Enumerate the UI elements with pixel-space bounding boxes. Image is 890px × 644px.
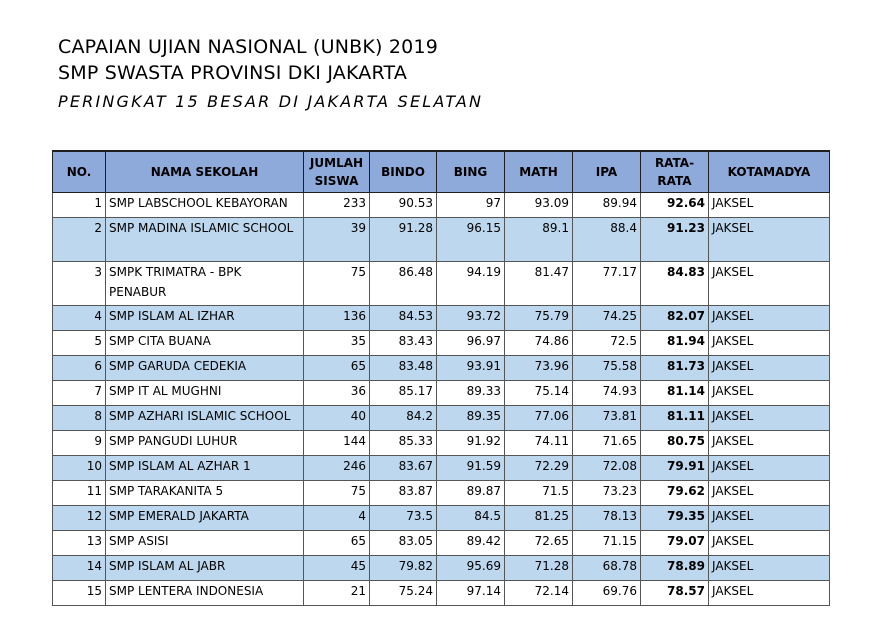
- cell-rata-rata: 84.83: [641, 262, 709, 306]
- cell-bindo: 83.05: [370, 531, 437, 556]
- table-header-row: [53, 151, 830, 193]
- cell-math: 81.47: [505, 262, 573, 306]
- cell-bindo: 84.53: [370, 306, 437, 331]
- header-jumlah-siswa: [304, 151, 370, 193]
- cell-no: 15: [53, 581, 106, 606]
- cell-no: 11: [53, 481, 106, 506]
- cell-math: 75.14: [505, 381, 573, 406]
- cell-rata-rata: 79.07: [641, 531, 709, 556]
- table-row: [53, 331, 830, 356]
- cell-no: 12: [53, 506, 106, 531]
- header-nama-sekolah: NAMA SEKOLAH: [106, 151, 304, 193]
- cell-rata-rata: 91.23: [641, 218, 709, 262]
- cell-ipa: 77.17: [573, 262, 641, 306]
- cell-math: 74.11: [505, 431, 573, 456]
- cell-rata-rata: 81.14: [641, 381, 709, 406]
- cell-jumlah-siswa: 136: [304, 306, 370, 331]
- cell-no: 1: [53, 193, 106, 218]
- cell-rata-rata: 81.11: [641, 406, 709, 431]
- cell-bindo: 84.2: [370, 406, 437, 431]
- cell-bing: 91.59: [437, 456, 505, 481]
- cell-nama-sekolah: SMP EMERALD JAKARTA: [106, 506, 304, 531]
- cell-no: 9: [53, 431, 106, 456]
- cell-rata-rata: 79.35: [641, 506, 709, 531]
- cell-nama-sekolah: SMP ISLAM AL JABR: [106, 556, 304, 581]
- cell-math: 75.79: [505, 306, 573, 331]
- cell-bing: 89.33: [437, 381, 505, 406]
- cell-nama-sekolah: SMP AZHARI ISLAMIC SCHOOL: [106, 406, 304, 431]
- cell-nama-sekolah: SMP TARAKANITA 5: [106, 481, 304, 506]
- cell-jumlah-siswa: 65: [304, 356, 370, 381]
- cell-ipa: 68.78: [573, 556, 641, 581]
- cell-bing: 95.69: [437, 556, 505, 581]
- cell-jumlah-siswa: 75: [304, 481, 370, 506]
- header-math: MATH: [505, 151, 573, 193]
- cell-rata-rata: 78.89: [641, 556, 709, 581]
- cell-kotamadya: JAKSEL: [709, 406, 830, 431]
- cell-kotamadya: JAKSEL: [709, 531, 830, 556]
- cell-kotamadya: JAKSEL: [709, 381, 830, 406]
- cell-no: 8: [53, 406, 106, 431]
- cell-nama-sekolah: SMP LABSCHOOL KEBAYORAN: [106, 193, 304, 218]
- cell-no: 10: [53, 456, 106, 481]
- cell-nama-sekolah: SMP ISLAM AL IZHAR: [106, 306, 304, 331]
- cell-bindo: 83.43: [370, 331, 437, 356]
- cell-no: 6: [53, 356, 106, 381]
- table-row: [53, 531, 830, 556]
- cell-no: 13: [53, 531, 106, 556]
- cell-bing: 91.92: [437, 431, 505, 456]
- table-row: [53, 431, 830, 456]
- cell-bing: 89.42: [437, 531, 505, 556]
- cell-no: 3: [53, 262, 106, 306]
- cell-nama-sekolah: SMP ISLAM AL AZHAR 1: [106, 456, 304, 481]
- cell-kotamadya: JAKSEL: [709, 581, 830, 606]
- title-line-1: CAPAIAN UJIAN NASIONAL (UNBK) 2019: [58, 36, 439, 58]
- cell-jumlah-siswa: 246: [304, 456, 370, 481]
- table-row: [53, 381, 830, 406]
- cell-rata-rata: 81.73: [641, 356, 709, 381]
- cell-jumlah-siswa: 45: [304, 556, 370, 581]
- cell-ipa: 72.5: [573, 331, 641, 356]
- cell-bindo: 83.87: [370, 481, 437, 506]
- cell-jumlah-siswa: 144: [304, 431, 370, 456]
- cell-jumlah-siswa: 39: [304, 218, 370, 262]
- cell-math: 81.25: [505, 506, 573, 531]
- cell-nama-sekolah: SMP LENTERA INDONESIA: [106, 581, 304, 606]
- cell-math: 72.65: [505, 531, 573, 556]
- cell-jumlah-siswa: 75: [304, 262, 370, 306]
- cell-bindo: 90.53: [370, 193, 437, 218]
- cell-no: 4: [53, 306, 106, 331]
- cell-jumlah-siswa: 36: [304, 381, 370, 406]
- header-no: NO.: [53, 151, 106, 193]
- cell-bing: 89.35: [437, 406, 505, 431]
- cell-jumlah-siswa: 4: [304, 506, 370, 531]
- cell-rata-rata: 81.94: [641, 331, 709, 356]
- header-jumlah-line2: SISWA: [314, 174, 359, 188]
- cell-bing: 84.5: [437, 506, 505, 531]
- title-block: [58, 34, 483, 114]
- cell-kotamadya: JAKSEL: [709, 456, 830, 481]
- cell-math: 71.5: [505, 481, 573, 506]
- header-bing: BING: [437, 151, 505, 193]
- cell-bing: 89.87: [437, 481, 505, 506]
- cell-bing: 97.14: [437, 581, 505, 606]
- cell-bindo: 79.82: [370, 556, 437, 581]
- table-row: [53, 218, 830, 262]
- cell-ipa: 71.65: [573, 431, 641, 456]
- cell-bing: 97: [437, 193, 505, 218]
- title-line-2: SMP SWASTA PROVINSI DKI JAKARTA: [58, 62, 408, 84]
- cell-kotamadya: JAKSEL: [709, 306, 830, 331]
- cell-ipa: 69.76: [573, 581, 641, 606]
- header-jumlah-line1: JUMLAH: [309, 156, 364, 170]
- cell-bindo: 73.5: [370, 506, 437, 531]
- cell-ipa: 72.08: [573, 456, 641, 481]
- table-row: [53, 506, 830, 531]
- cell-kotamadya: JAKSEL: [709, 331, 830, 356]
- subtitle: PERINGKAT 15 BESAR DI JAKARTA SELATAN: [58, 92, 484, 111]
- cell-ipa: 71.15: [573, 531, 641, 556]
- cell-ipa: 78.13: [573, 506, 641, 531]
- header-bindo: BINDO: [370, 151, 437, 193]
- cell-bing: 96.97: [437, 331, 505, 356]
- cell-bindo: 86.48: [370, 262, 437, 306]
- table-row: [53, 306, 830, 331]
- cell-bindo: 83.48: [370, 356, 437, 381]
- header-ipa: IPA: [573, 151, 641, 193]
- cell-kotamadya: JAKSEL: [709, 556, 830, 581]
- cell-no: 14: [53, 556, 106, 581]
- cell-ipa: 73.81: [573, 406, 641, 431]
- cell-jumlah-siswa: 40: [304, 406, 370, 431]
- table-row: [53, 356, 830, 381]
- cell-math: 71.28: [505, 556, 573, 581]
- cell-jumlah-siswa: 21: [304, 581, 370, 606]
- cell-nama-sekolah: SMP IT AL MUGHNI: [106, 381, 304, 406]
- cell-jumlah-siswa: 35: [304, 331, 370, 356]
- cell-kotamadya: JAKSEL: [709, 506, 830, 531]
- cell-nama-sekolah: SMP ASISI: [106, 531, 304, 556]
- ranking-table: [52, 150, 830, 606]
- cell-bing: 96.15: [437, 218, 505, 262]
- cell-math: 93.09: [505, 193, 573, 218]
- cell-rata-rata: 80.75: [641, 431, 709, 456]
- cell-ipa: 75.58: [573, 356, 641, 381]
- cell-nama-sekolah: SMP MADINA ISLAMIC SCHOOL: [106, 218, 304, 262]
- cell-bindo: 91.28: [370, 218, 437, 262]
- cell-bindo: 85.33: [370, 431, 437, 456]
- cell-no: 5: [53, 331, 106, 356]
- cell-kotamadya: JAKSEL: [709, 218, 830, 262]
- cell-kotamadya: JAKSEL: [709, 481, 830, 506]
- header-rata-line1: RATA-: [654, 156, 695, 170]
- cell-ipa: 73.23: [573, 481, 641, 506]
- table-row: [53, 262, 830, 306]
- cell-math: 89.1: [505, 218, 573, 262]
- cell-bing: 94.19: [437, 262, 505, 306]
- table-row: [53, 556, 830, 581]
- table-row: [53, 406, 830, 431]
- table-row: [53, 193, 830, 218]
- cell-rata-rata: 82.07: [641, 306, 709, 331]
- cell-kotamadya: JAKSEL: [709, 431, 830, 456]
- header-rata-rata: [641, 151, 709, 193]
- table-row: [53, 581, 830, 606]
- cell-bindo: 75.24: [370, 581, 437, 606]
- cell-math: 72.29: [505, 456, 573, 481]
- header-kotamadya: KOTAMADYA: [709, 151, 830, 193]
- cell-kotamadya: JAKSEL: [709, 356, 830, 381]
- cell-rata-rata: 79.91: [641, 456, 709, 481]
- cell-nama-sekolah: SMP GARUDA CEDEKIA: [106, 356, 304, 381]
- cell-no: 2: [53, 218, 106, 262]
- cell-math: 73.96: [505, 356, 573, 381]
- cell-kotamadya: JAKSEL: [709, 193, 830, 218]
- cell-bindo: 85.17: [370, 381, 437, 406]
- cell-jumlah-siswa: 233: [304, 193, 370, 218]
- cell-rata-rata: 92.64: [641, 193, 709, 218]
- cell-math: 77.06: [505, 406, 573, 431]
- cell-rata-rata: 79.62: [641, 481, 709, 506]
- cell-nama-sekolah: SMP PANGUDI LUHUR: [106, 431, 304, 456]
- cell-ipa: 89.94: [573, 193, 641, 218]
- cell-rata-rata: 78.57: [641, 581, 709, 606]
- header-rata-line2: RATA: [657, 174, 692, 188]
- table-row: [53, 481, 830, 506]
- cell-nama-sekolah: SMPK TRIMATRA - BPK PENABUR: [106, 262, 304, 306]
- cell-no: 7: [53, 381, 106, 406]
- cell-kotamadya: JAKSEL: [709, 262, 830, 306]
- cell-ipa: 88.4: [573, 218, 641, 262]
- cell-nama-sekolah: SMP CITA BUANA: [106, 331, 304, 356]
- cell-math: 72.14: [505, 581, 573, 606]
- cell-bing: 93.91: [437, 356, 505, 381]
- cell-bing: 93.72: [437, 306, 505, 331]
- cell-jumlah-siswa: 65: [304, 531, 370, 556]
- cell-math: 74.86: [505, 331, 573, 356]
- cell-ipa: 74.93: [573, 381, 641, 406]
- cell-ipa: 74.25: [573, 306, 641, 331]
- table-row: [53, 456, 830, 481]
- cell-bindo: 83.67: [370, 456, 437, 481]
